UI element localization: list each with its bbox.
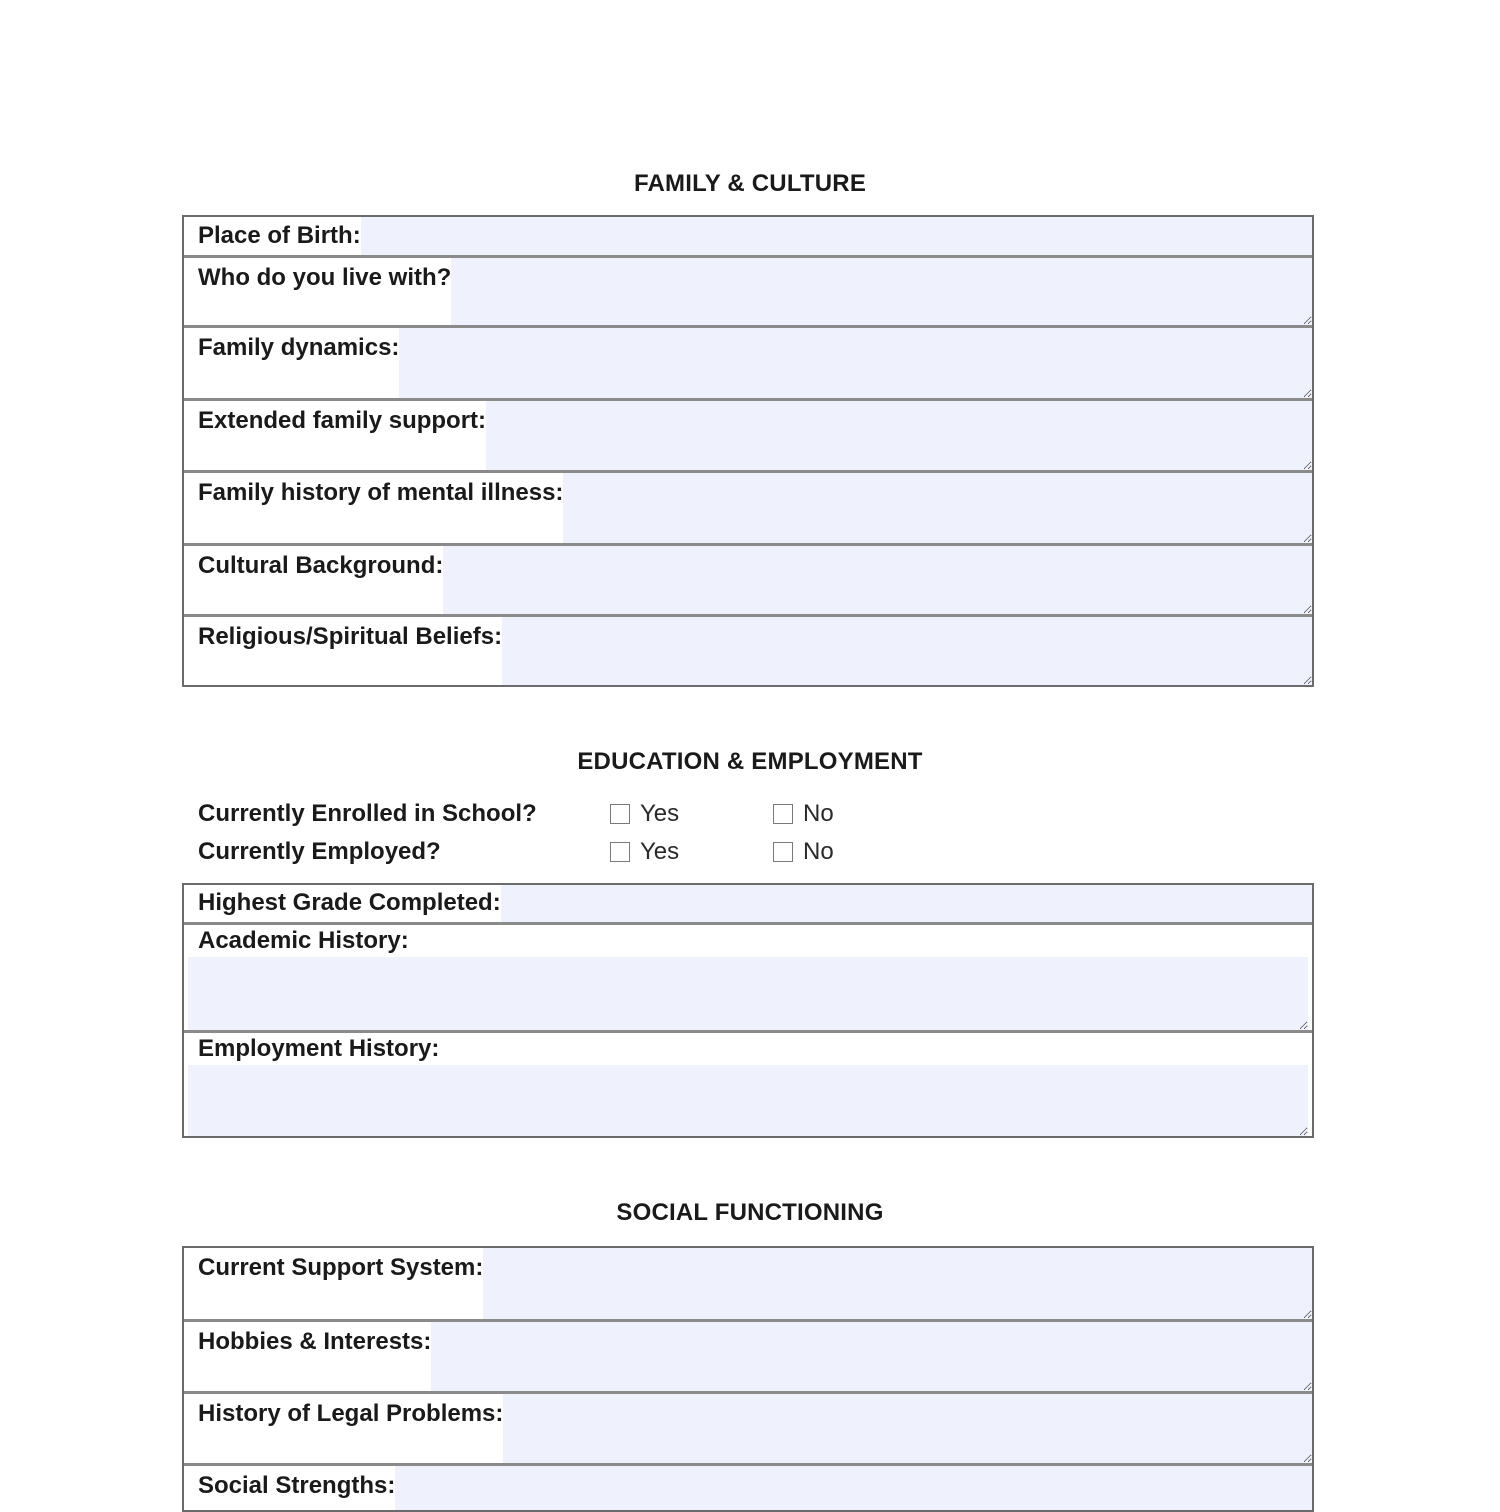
family-dynamics-label: Family dynamics: <box>184 328 399 362</box>
education-employment-form <box>182 883 1314 1138</box>
highest-grade-label: Highest Grade Completed: <box>184 885 501 922</box>
social-strengths-field[interactable] <box>395 1466 1312 1512</box>
legal-problems-field[interactable] <box>503 1394 1312 1463</box>
hobbies-field[interactable] <box>431 1322 1312 1391</box>
highest-grade-field[interactable] <box>501 885 1312 922</box>
employed-no-option[interactable] <box>773 838 936 866</box>
employed-yes-option[interactable] <box>610 838 773 866</box>
employed-question <box>198 834 998 870</box>
employed-yes-checkbox[interactable] <box>610 842 630 862</box>
cultural-background-row <box>184 543 1312 614</box>
live-with-field[interactable] <box>451 258 1312 325</box>
enrolled-yes-option[interactable] <box>610 800 773 828</box>
enrolled-no-checkbox[interactable] <box>773 804 793 824</box>
employed-no-label: No <box>803 838 834 865</box>
hobbies-row <box>184 1319 1312 1391</box>
social-strengths-label: Social Strengths: <box>184 1466 395 1500</box>
support-system-row <box>184 1248 1312 1319</box>
employed-no-checkbox[interactable] <box>773 842 793 862</box>
social-functioning-form <box>182 1246 1314 1512</box>
religious-beliefs-field[interactable] <box>502 617 1312 685</box>
enrolled-school-label: Currently Enrolled in School? <box>198 800 537 827</box>
mental-illness-history-label: Family history of mental illness: <box>184 473 563 507</box>
academic-history-label: Academic History: <box>184 925 1312 957</box>
social-functioning-heading: SOCIAL FUNCTIONING <box>616 1199 884 1226</box>
extended-family-field[interactable] <box>486 401 1312 470</box>
support-system-label: Current Support System: <box>184 1248 483 1282</box>
support-system-field[interactable] <box>483 1248 1312 1319</box>
employed-yes-label: Yes <box>640 838 680 865</box>
academic-history-field[interactable] <box>188 957 1308 1030</box>
academic-history-row <box>184 922 1312 1030</box>
legal-problems-row <box>184 1391 1312 1463</box>
family-dynamics-row <box>184 325 1312 398</box>
family-culture-heading: FAMILY & CULTURE <box>633 170 867 197</box>
live-with-row <box>184 255 1312 325</box>
social-strengths-row <box>184 1463 1312 1512</box>
cultural-background-label: Cultural Background: <box>184 546 443 580</box>
employment-history-label: Employment History: <box>184 1033 1312 1065</box>
mental-illness-history-field[interactable] <box>563 473 1312 543</box>
enrolled-yes-checkbox[interactable] <box>610 804 630 824</box>
legal-problems-label: History of Legal Problems: <box>184 1394 503 1428</box>
enrolled-no-option[interactable] <box>773 800 936 828</box>
hobbies-label: Hobbies & Interests: <box>184 1322 431 1356</box>
cultural-background-field[interactable] <box>443 546 1312 614</box>
place-of-birth-row <box>184 217 1312 255</box>
extended-family-row <box>184 398 1312 470</box>
family-dynamics-field[interactable] <box>399 328 1312 398</box>
family-culture-form <box>182 215 1314 687</box>
enrolled-no-label: No <box>803 800 834 827</box>
enrolled-school-question <box>198 796 998 832</box>
employment-history-row <box>184 1030 1312 1136</box>
mental-illness-history-row <box>184 470 1312 543</box>
education-employment-heading: EDUCATION & EMPLOYMENT <box>577 748 923 775</box>
employed-label: Currently Employed? <box>198 838 441 865</box>
extended-family-label: Extended family support: <box>184 401 486 435</box>
enrolled-yes-label: Yes <box>640 800 680 827</box>
place-of-birth-field[interactable] <box>361 217 1312 255</box>
highest-grade-row <box>184 885 1312 922</box>
place-of-birth-label: Place of Birth: <box>184 217 361 255</box>
employment-history-field[interactable] <box>188 1065 1308 1136</box>
religious-beliefs-label: Religious/Spiritual Beliefs: <box>184 617 502 651</box>
religious-beliefs-row <box>184 614 1312 685</box>
live-with-label: Who do you live with? <box>184 258 451 292</box>
